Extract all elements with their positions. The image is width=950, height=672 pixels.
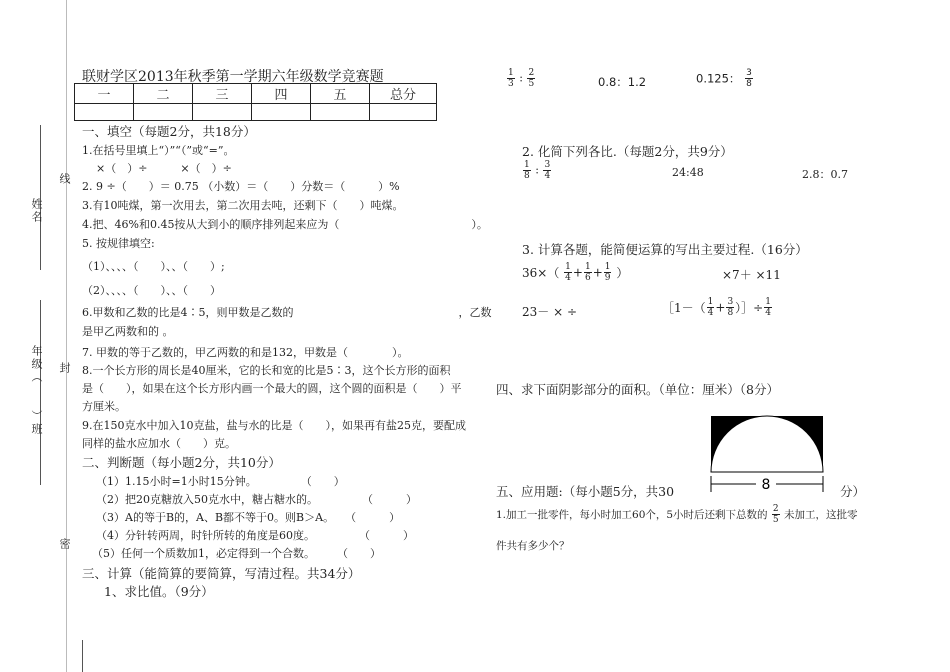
score-table-header-row — [75, 84, 437, 104]
score-cell[interactable] — [252, 104, 311, 121]
calc-3: 23－ × ÷ — [522, 305, 578, 319]
q5-sequence-2: （2）、、、、（ ）、、（ ） — [82, 284, 221, 297]
score-header: 五 — [311, 84, 370, 104]
q9-line1: 9.在150克水中加入10克盐，盐与水的比是（ ），如果再有盐25克，要配成 — [82, 419, 466, 432]
grade-class-label: 年级（ ）班 — [30, 345, 43, 436]
score-cell[interactable] — [134, 104, 193, 121]
part1-heading: 一、填空（每题2分，共18分） — [82, 124, 256, 139]
fraction: $\frac{1}{4}$ — [707, 297, 714, 318]
fraction: $\frac{1}{3}$ — [508, 68, 514, 89]
part3-heading: 三、计算（能简算的要简算，写清过程。共34分） — [82, 566, 361, 581]
simplify-3: 2.8：0.7 — [802, 168, 848, 181]
q7-text: 7. 甲数的等于乙数的，甲乙两数的和是132，甲数是（ ）。 — [82, 346, 409, 359]
fraction: $\frac{3}{4}$ — [544, 160, 551, 181]
margin-rule-bottom — [82, 640, 83, 672]
part5-heading-b: 分） — [840, 484, 866, 499]
fraction: $\frac{1}{6}$ — [584, 262, 591, 283]
judge-item-1: （1）1.15小时=1小时15分钟。 （ ） — [96, 475, 345, 488]
ratio-1: $\frac{1}{3}$ : $\frac{2}{5}$ — [508, 68, 535, 89]
score-header: 一 — [75, 84, 134, 104]
judge-item-2: （2）把20克糖放入50克水中，糖占糖水的。 （ ） — [96, 493, 417, 506]
part2-heading: 二、判断题（每小题2分，共10分） — [82, 455, 281, 470]
q9-line2: 同样的盐水应加水（ ）克。 — [82, 437, 236, 450]
fraction: $\frac{1}{9}$ — [604, 262, 611, 283]
q3-text: 3.有10吨煤，第一次用去，第二次用去吨，还剩下（ ）吨煤。 — [82, 199, 404, 212]
part5-q1-line1: 1.加工一批零件，每小时加工60个，5小时后还剩下总数的 $\frac{2}{5}$ 未加工，这批零 — [496, 504, 858, 525]
fraction: $\frac{2}{5}$ — [528, 68, 535, 89]
ratio-2: 0.8：1.2 — [598, 75, 647, 89]
part3-sub1: 1、求比值。（9分） — [104, 584, 214, 599]
fraction: $\frac{1}{4}$ — [565, 262, 571, 283]
fraction: $\frac{1}{4}$ — [765, 297, 771, 318]
simplify-1: $\frac{1}{8}$ : $\frac{3}{4}$ — [524, 160, 551, 181]
simplify-2: 24:48 — [672, 166, 704, 179]
fraction: $\frac{1}{8}$ — [524, 160, 530, 181]
exam-title: 联财学区2013年秋季第一学期六年级数学竞赛题 — [82, 69, 384, 85]
q8-line1: 8.一个长方形的周长是40厘米，它的长和宽的比是5∶3，这个长方形的面积 — [82, 364, 451, 377]
judge-item-4: （4）分针转两周，时针所转的角度是60度。 （ ） — [96, 529, 414, 542]
score-header: 总分 — [370, 84, 437, 104]
part4-heading: 四、求下面阴影部分的面积。（单位：厘米）（8分） — [496, 382, 779, 397]
name-label: 姓名 — [30, 198, 43, 224]
judge-item-3: （3）A的等于B的，A、B都不等于0。则B＞A。 （ ） — [96, 511, 401, 524]
q6-line2: 是甲乙两数和的 。 — [82, 325, 174, 338]
score-cell[interactable] — [75, 104, 134, 121]
dimension-label: 8 — [761, 477, 771, 493]
fraction: $\frac{2}{5}$ — [772, 504, 779, 525]
calc-1: 36×（ $\frac{1}{4}$ + $\frac{1}{6}$ + $\frac{1}{9}$ ） — [522, 262, 629, 283]
cut-line-feng: 封 — [58, 362, 71, 375]
calc-2: ×7＋ ×11 — [722, 268, 781, 282]
part5-heading-a: 五、应用题:（每小题5分，共30 — [496, 484, 675, 499]
q6-line1: 6.甲数和乙数的比是4∶5，则甲数是乙数的 ，乙数 — [82, 306, 492, 319]
q2-text: 2. 9 ÷（ ）＝ 0.75 （小数）＝（ ）分数＝（ ）% — [82, 180, 400, 193]
part5-q1-line2: 件共有多少个？ — [496, 540, 570, 552]
cut-line-xian: 线 — [58, 173, 71, 186]
q8-line3: 方厘米。 — [82, 400, 126, 413]
part3-sub3: 3. 计算各题，能简便运算的写出主要过程.（16分） — [522, 242, 808, 257]
score-cell[interactable] — [311, 104, 370, 121]
score-header: 二 — [134, 84, 193, 104]
score-cell[interactable] — [370, 104, 437, 121]
shaded-area-figure — [708, 414, 826, 496]
ratio-3: 0.125： $\frac{3}{8}$ — [696, 68, 752, 89]
q4-text: 4.把、46%和0.45按从大到小的顺序排列起来应为（ ）。 — [82, 218, 488, 231]
calc-4: ［1－（ $\frac{1}{4}$ + $\frac{3}{8}$ ）］÷ $\frac{1}{4}$ — [662, 297, 771, 318]
score-table-blank-row — [75, 104, 437, 121]
margin-line — [66, 0, 67, 672]
score-table — [74, 83, 437, 121]
fraction: $\frac{3}{8}$ — [746, 68, 752, 89]
fraction: $\frac{3}{8}$ — [727, 297, 734, 318]
q8-line2: 是（ ），如果在这个长方形内画一个最大的圆，这个圆的面积是（ ）平 — [82, 382, 462, 395]
cut-line-mi: 密 — [58, 538, 71, 551]
q5-sequence-1: （1）、、、、（ ）、、（ ）; — [82, 260, 225, 273]
score-cell[interactable] — [193, 104, 252, 121]
judge-item-5: （5）任何一个质数加1，必定得到一个合数。 （ ） — [92, 547, 381, 560]
q1-text: 1.在括号里填上“）”“（”或“=”。 — [82, 144, 235, 157]
score-header: 四 — [252, 84, 311, 104]
score-header: 三 — [193, 84, 252, 104]
q5-text: 5. 按规律填空: — [82, 237, 155, 250]
part3-sub2: 2. 化简下列各比.（每题2分，共9分） — [522, 144, 733, 159]
q1-line: ×（ ）÷ ×（ ）÷ — [96, 162, 232, 175]
